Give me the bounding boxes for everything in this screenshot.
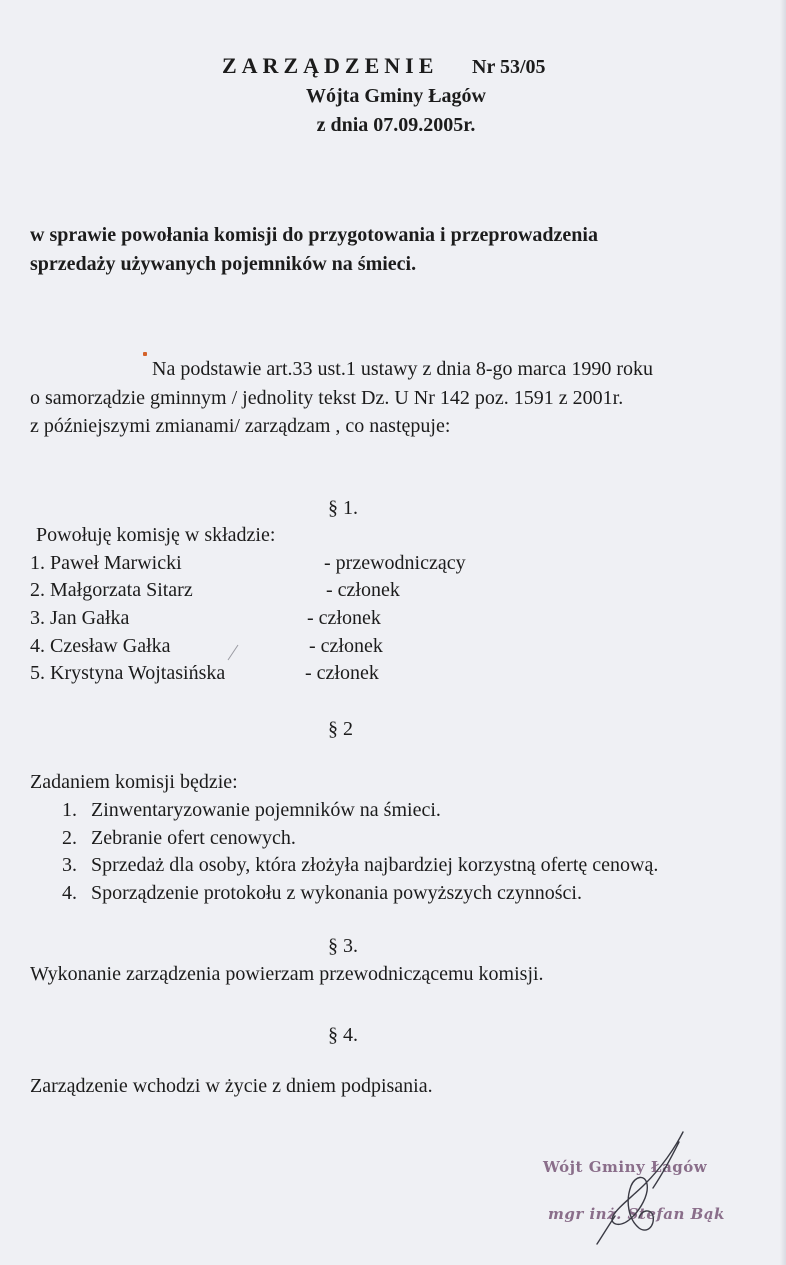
task-number: 2.	[62, 827, 77, 849]
preamble-line-2: o samorządzie gminnym / jednolity tekst Dz. U Nr 142 poz. 1591 z 2001r.	[30, 387, 624, 409]
task-text: Zinwentaryzowanie pojemników na śmieci.	[91, 799, 441, 821]
section-4-text: Zarządzenie wchodzi w życie z dniem podpisania.	[30, 1075, 433, 1097]
preamble-line-3: z późniejszymi zmianami/ zarządzam , co następuje:	[30, 415, 451, 437]
section-4-mark: § 4.	[328, 1024, 358, 1046]
member-role: - przewodniczący	[324, 552, 466, 574]
stamp-name: mgr inż. Stefan Bąk	[548, 1205, 725, 1223]
task-number: 4.	[62, 882, 77, 904]
member-name: 2. Małgorzata Sitarz	[30, 579, 193, 601]
section-3-text: Wykonanie zarządzenia powierzam przewodniczącemu komisji.	[30, 963, 544, 985]
subject-line-2: sprzedaży używanych pojemników na śmieci.	[30, 253, 417, 275]
document-date: z dnia 07.09.2005r.	[316, 114, 476, 136]
member-role: - członek	[309, 635, 383, 657]
task-text: Sporządzenie protokołu z wykonania powyższych czynności.	[91, 882, 582, 904]
section-3-mark: § 3.	[328, 935, 358, 957]
section-1-mark: § 1.	[328, 497, 358, 519]
subject-line-1: w sprawie powołania komisji do przygotowania i przeprowadzenia	[30, 224, 598, 246]
pencil-mark	[226, 642, 240, 662]
member-name: 1. Paweł Marwicki	[30, 552, 182, 574]
member-name: 3. Jan Gałka	[30, 607, 130, 629]
stamp-title: Wójt Gminy Łagów	[543, 1158, 708, 1176]
section-2-intro: Zadaniem komisji będzie:	[30, 771, 238, 793]
task-text: Sprzedaż dla osoby, która złożyła najbardziej korzystną ofertę cenową.	[91, 854, 659, 876]
preamble-line-1: Na podstawie art.33 ust.1 ustawy z dnia 8-go marca 1990 roku	[152, 358, 653, 380]
document-title: ZARZĄDZENIE	[222, 53, 439, 78]
ink-speck	[143, 352, 147, 356]
task-number: 3.	[62, 854, 77, 876]
member-role: - członek	[307, 607, 381, 629]
document-issuer: Wójta Gminy Łagów	[306, 85, 486, 107]
member-role: - członek	[326, 579, 400, 601]
section-2-mark: § 2	[328, 718, 353, 740]
signature	[595, 1128, 705, 1248]
task-number: 1.	[62, 799, 77, 821]
section-1-intro: Powołuję komisję w składzie:	[36, 524, 276, 546]
member-role: - członek	[305, 662, 379, 684]
task-text: Zebranie ofert cenowych.	[91, 827, 296, 849]
member-name: 5. Krystyna Wojtasińska	[30, 662, 226, 684]
document-number: Nr 53/05	[472, 56, 546, 78]
member-name: 4. Czesław Gałka	[30, 635, 171, 657]
page-edge-shadow	[780, 0, 786, 1265]
